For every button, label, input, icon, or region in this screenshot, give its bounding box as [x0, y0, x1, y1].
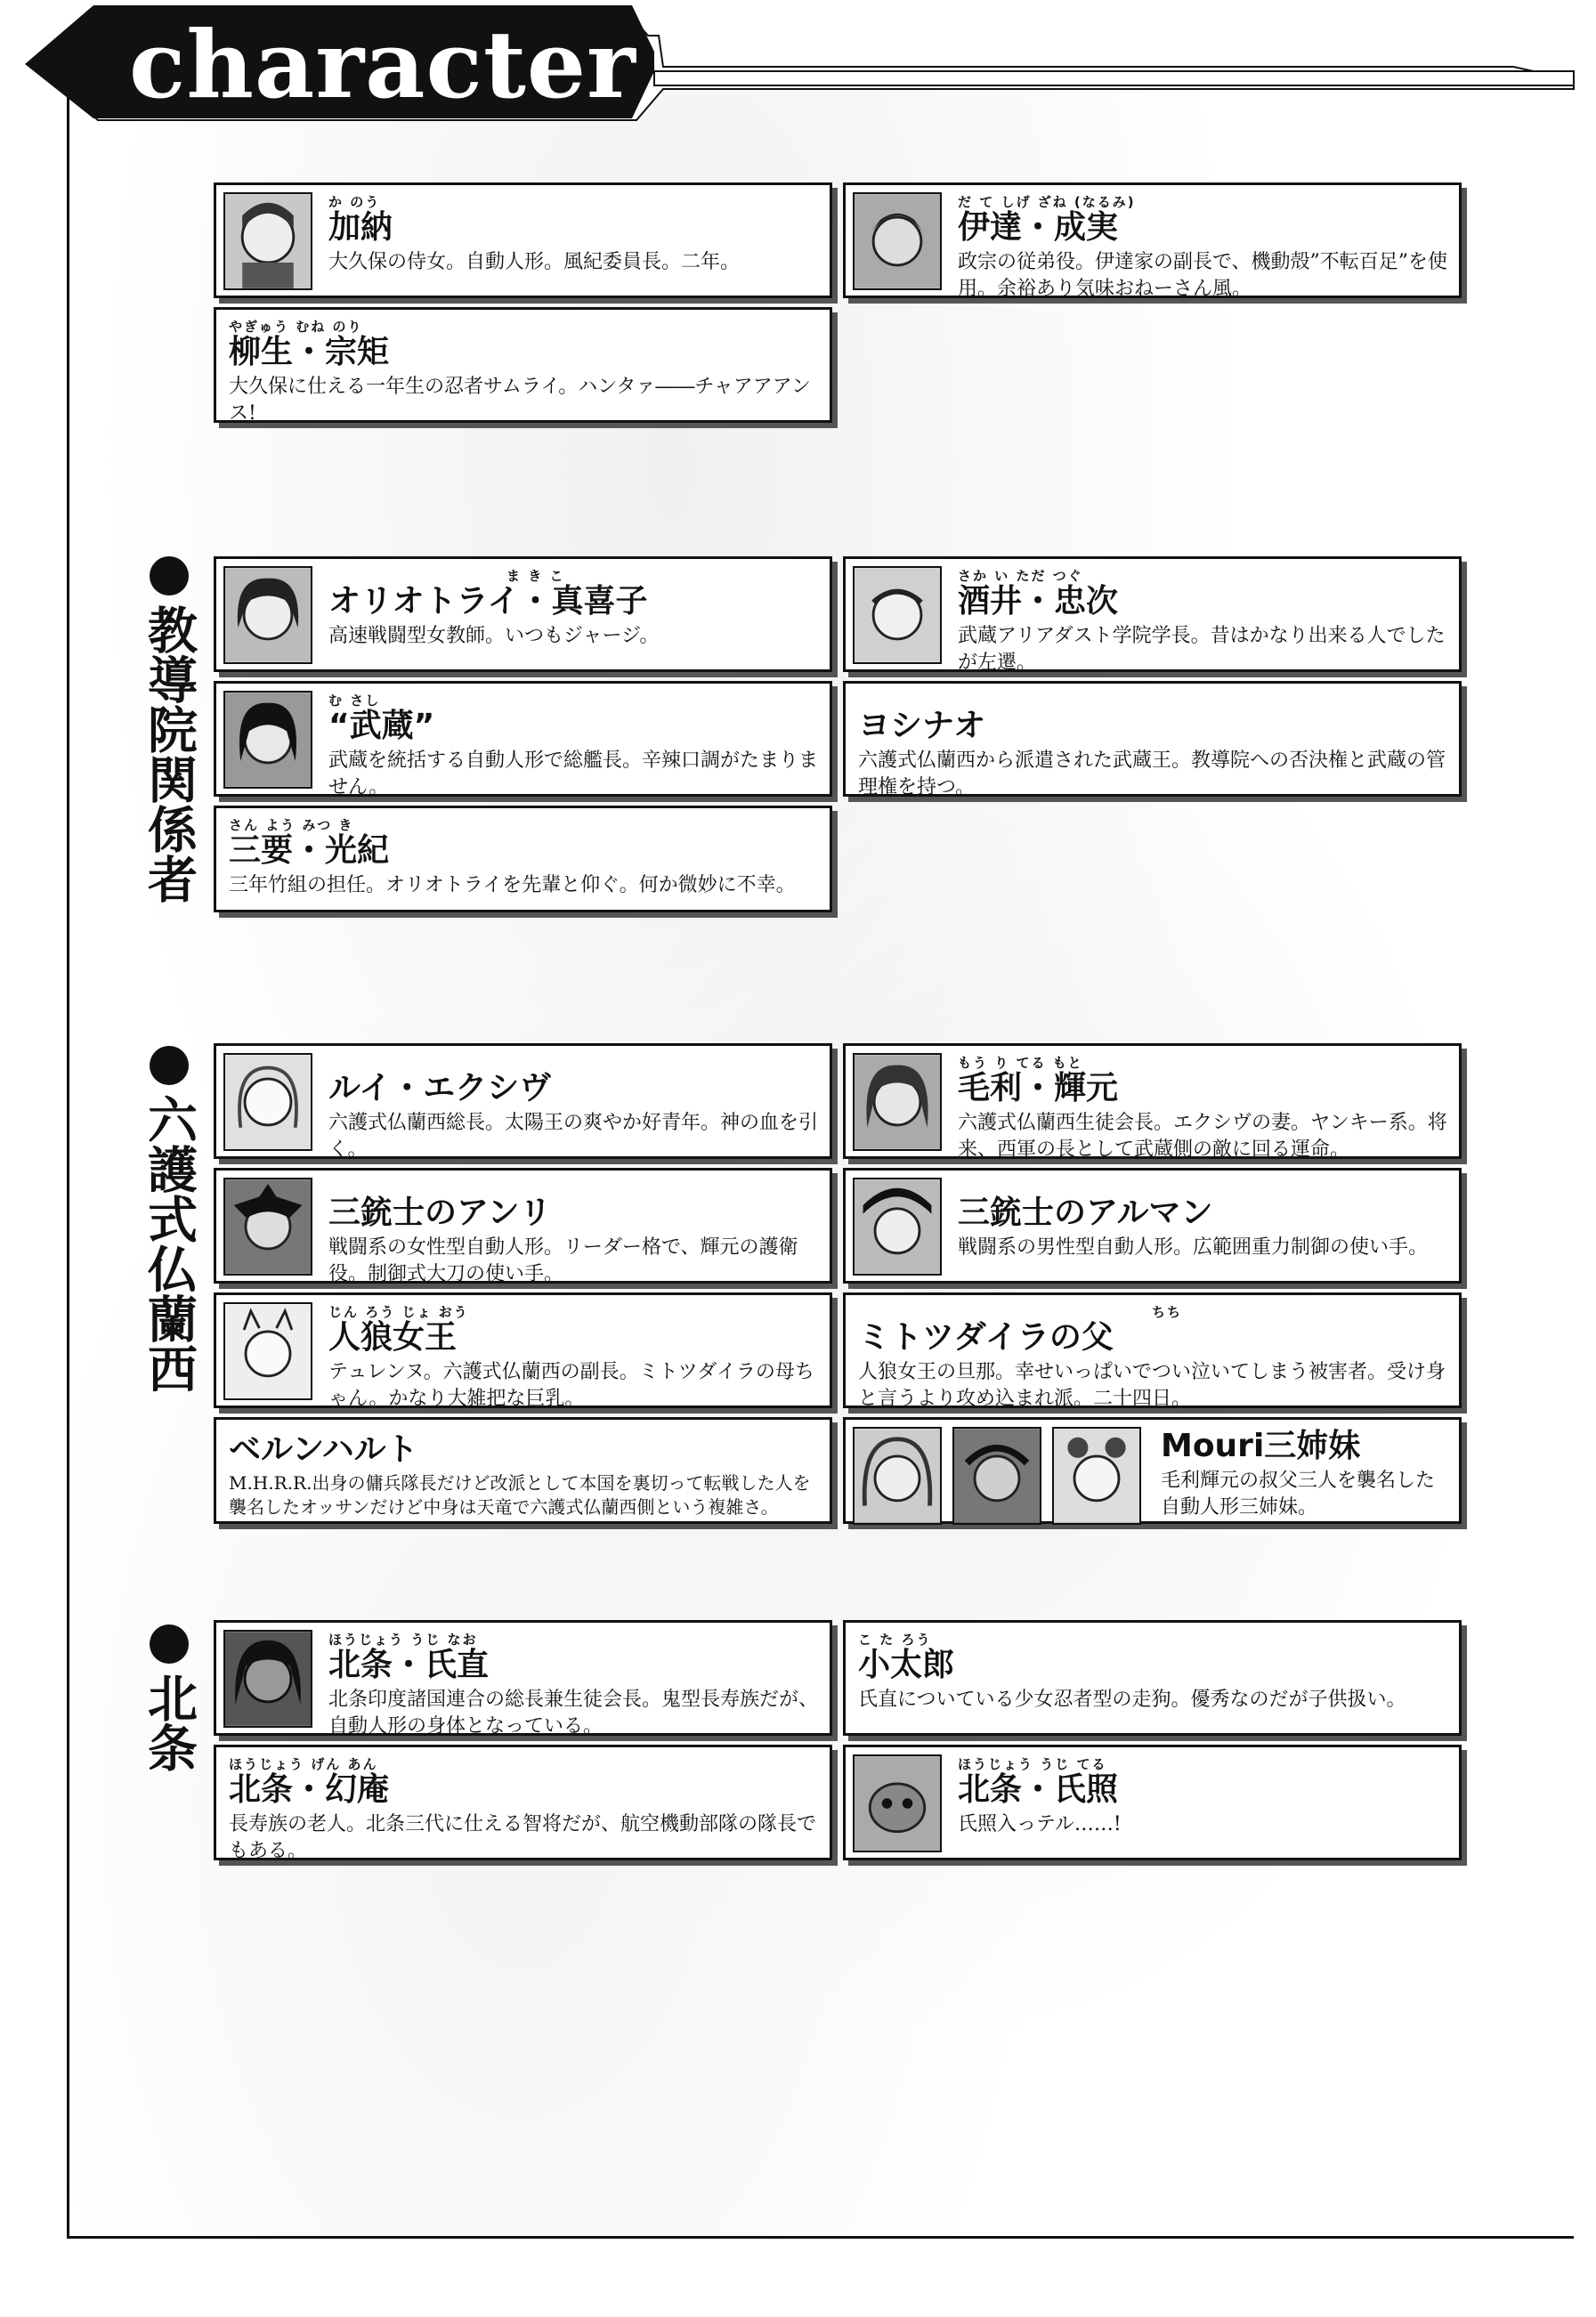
portrait-image — [952, 1427, 1041, 1525]
card-mito-father — [843, 1292, 1462, 1408]
character-name: ミトツダイラの父 — [858, 1319, 1114, 1356]
character-desc: 氏照入っテル……! — [958, 1813, 1122, 1835]
character-desc: 武蔵を統括する自動人形で総艦長。辛辣口調がたまりません。 — [328, 749, 819, 798]
card-kanou — [214, 182, 832, 298]
name-ruby: ほうじょう げん あん — [229, 1756, 378, 1772]
character-desc: 武蔵アリアダスト学院学長。昔はかなり出来る人でしたが左遷。 — [958, 625, 1446, 674]
section-text: 北条 — [140, 1673, 198, 1772]
character-name: 北条・幻庵 — [229, 1771, 390, 1808]
character-desc: 三年竹組の担任。オリオトライを先輩と仰ぐ。何か微妙に不幸。 — [229, 874, 796, 896]
card-yoshinao — [843, 681, 1462, 797]
character-desc: テュレンヌ。六護式仏蘭西の副長。ミトツダイラの母ちゃん。かなり大雑把な巨乳。 — [328, 1361, 814, 1410]
portrait-image — [223, 566, 312, 664]
name-ruby — [328, 1055, 821, 1071]
character-name: Mouri三姉妹 — [1161, 1428, 1361, 1464]
character-name: 三銃士のアルマン — [958, 1195, 1213, 1231]
portrait-image — [853, 192, 942, 290]
name-ruby: ちち — [1152, 1304, 1183, 1320]
portrait-image — [853, 1754, 942, 1852]
character-desc: 政宗の従弟役。伊達家の副長で、機動殻”不転百足”を使用。余裕あり気味おねーさん風。 — [958, 251, 1448, 300]
portrait-image — [223, 1178, 312, 1276]
portrait-image — [853, 1427, 942, 1525]
character-desc: 六護式仏蘭西総長。太陽王の爽やか好青年。神の血を引く。 — [328, 1112, 819, 1161]
portrait-image — [853, 566, 942, 664]
card-sanyou — [214, 806, 832, 912]
name-ruby: ほうじょう うじ なお — [328, 1632, 478, 1648]
character-name: 加納 — [328, 209, 393, 246]
section-text: 六護式仏蘭西 — [140, 1094, 198, 1393]
portrait-image — [223, 691, 312, 789]
character-desc: 長寿族の老人。北条三代に仕える智将だが、航空機動部隊の隊長でもある。 — [229, 1813, 817, 1862]
character-name: 三要・光紀 — [229, 832, 390, 869]
character-name: ベルンハルト — [229, 1431, 418, 1468]
name-ruby: こ た ろう — [858, 1632, 932, 1648]
character-desc: 戦闘系の男性型自動人形。広範囲重力制御の使い手。 — [958, 1236, 1429, 1259]
card-yagyu — [214, 307, 832, 423]
section-text: 教導院関係者 — [140, 604, 198, 903]
bullet-dot-icon — [150, 1624, 189, 1664]
name-ruby: じん ろう じょ おう — [328, 1304, 469, 1320]
card-mouri — [843, 1043, 1462, 1159]
portrait-image — [223, 192, 312, 290]
card-oriotorai — [214, 556, 832, 672]
card-mouri-sisters — [843, 1417, 1462, 1524]
character-desc: 高速戦闘型女教師。いつもジャージ。 — [328, 625, 660, 647]
card-armand — [843, 1168, 1462, 1284]
character-desc: 戦闘系の女性型自動人形。リーダー格で、輝元の護衛役。制御式大刀の使い手。 — [328, 1236, 798, 1285]
bullet-dot-icon — [150, 556, 189, 595]
card-bernhard — [214, 1417, 832, 1524]
name-ruby: さん よう みつ き — [229, 817, 354, 833]
card-jinrou — [214, 1292, 832, 1408]
portrait-image — [223, 1302, 312, 1400]
name-ruby: さか い ただ つぐ — [958, 568, 1083, 584]
card-henri — [214, 1168, 832, 1284]
character-desc: 六護式仏蘭西から派遣された武蔵王。教導院への否決権と武蔵の管理権を持つ。 — [858, 749, 1446, 798]
character-name: 伊達・成実 — [958, 209, 1119, 246]
character-name: オリオトライ・真喜子 — [328, 583, 648, 620]
name-ruby: か のう — [328, 194, 381, 210]
character-name: 人狼女王 — [328, 1319, 458, 1356]
section-label-hojo — [134, 1624, 205, 1783]
character-desc: M.H.R.R.出身の傭兵隊長だけど改派として本国を裏切って転戦した人を襲名したオッサンだけど中身は天竜で六護式仏蘭西側という複雑さ。 — [229, 1472, 811, 1518]
character-name: ヨシナオ — [858, 708, 986, 744]
card-musashi — [214, 681, 832, 797]
character-name: ルイ・エクシヴ — [328, 1070, 552, 1106]
character-name: 小太郎 — [858, 1647, 955, 1683]
character-desc: 氏直についている少女忍者型の走狗。優秀なのだが子供扱い。 — [858, 1689, 1406, 1711]
portrait-image — [853, 1178, 942, 1276]
card-kotarou — [843, 1620, 1462, 1736]
portrait-image — [223, 1630, 312, 1728]
portrait-image — [853, 1053, 942, 1151]
portrait-image — [1052, 1427, 1141, 1525]
bullet-dot-icon — [150, 1046, 189, 1085]
character-name: 柳生・宗矩 — [229, 334, 390, 370]
card-genan — [214, 1745, 832, 1860]
character-name: 三銃士のアンリ — [328, 1195, 552, 1231]
character-desc: 大久保に仕える一年生の忍者サムライ。ハンタァ――チャアアアンス! — [229, 376, 811, 425]
name-ruby: もう り てる もと — [958, 1055, 1083, 1071]
card-ujinao — [214, 1620, 832, 1736]
character-desc: 毛利輝元の叔父三人を襲名した自動人形三姉妹。 — [1161, 1470, 1436, 1519]
name-ruby: ま き こ — [506, 568, 565, 584]
name-ruby — [858, 693, 1450, 709]
portrait-image — [223, 1053, 312, 1151]
page-title: character — [129, 10, 636, 119]
name-ruby — [328, 1179, 821, 1195]
name-ruby — [958, 1179, 1450, 1195]
name-ruby: ほうじょう うじ てる — [958, 1756, 1107, 1772]
character-name: 毛利・輝元 — [958, 1070, 1119, 1106]
character-desc: 大久保の侍女。自動人形。風紀委員長。二年。 — [328, 251, 741, 273]
name-ruby: やぎゅう むね のり — [229, 319, 363, 335]
character-desc: 六護式仏蘭西生徒会長。エクシヴの妻。ヤンキー系。将来、西軍の長として武蔵側の敵に回る運命。 — [958, 1112, 1447, 1161]
character-name: “武蔵” — [328, 708, 435, 744]
section-label-rokugo — [134, 1046, 205, 1404]
character-desc: 北条印度諸国連合の総長兼生徒会長。鬼型長寿族だが、自動人形の身体となっている。 — [328, 1689, 819, 1738]
character-name: 酒井・忠次 — [958, 583, 1119, 620]
name-ruby: だ て しげ ざね (なるみ) — [958, 194, 1136, 210]
card-ujiteru — [843, 1745, 1462, 1860]
name-ruby: む さし — [328, 693, 381, 709]
section-label-kyodoin — [134, 556, 205, 914]
card-louis — [214, 1043, 832, 1159]
character-name: 北条・氏照 — [958, 1771, 1119, 1808]
character-desc: 人狼女王の旦那。幸せいっぱいでつい泣いてしまう被害者。受け身と言うより攻め込まれ派。二十四日。 — [858, 1361, 1446, 1410]
character-name: 北条・氏直 — [328, 1647, 490, 1683]
card-date — [843, 182, 1462, 298]
card-sakai — [843, 556, 1462, 672]
